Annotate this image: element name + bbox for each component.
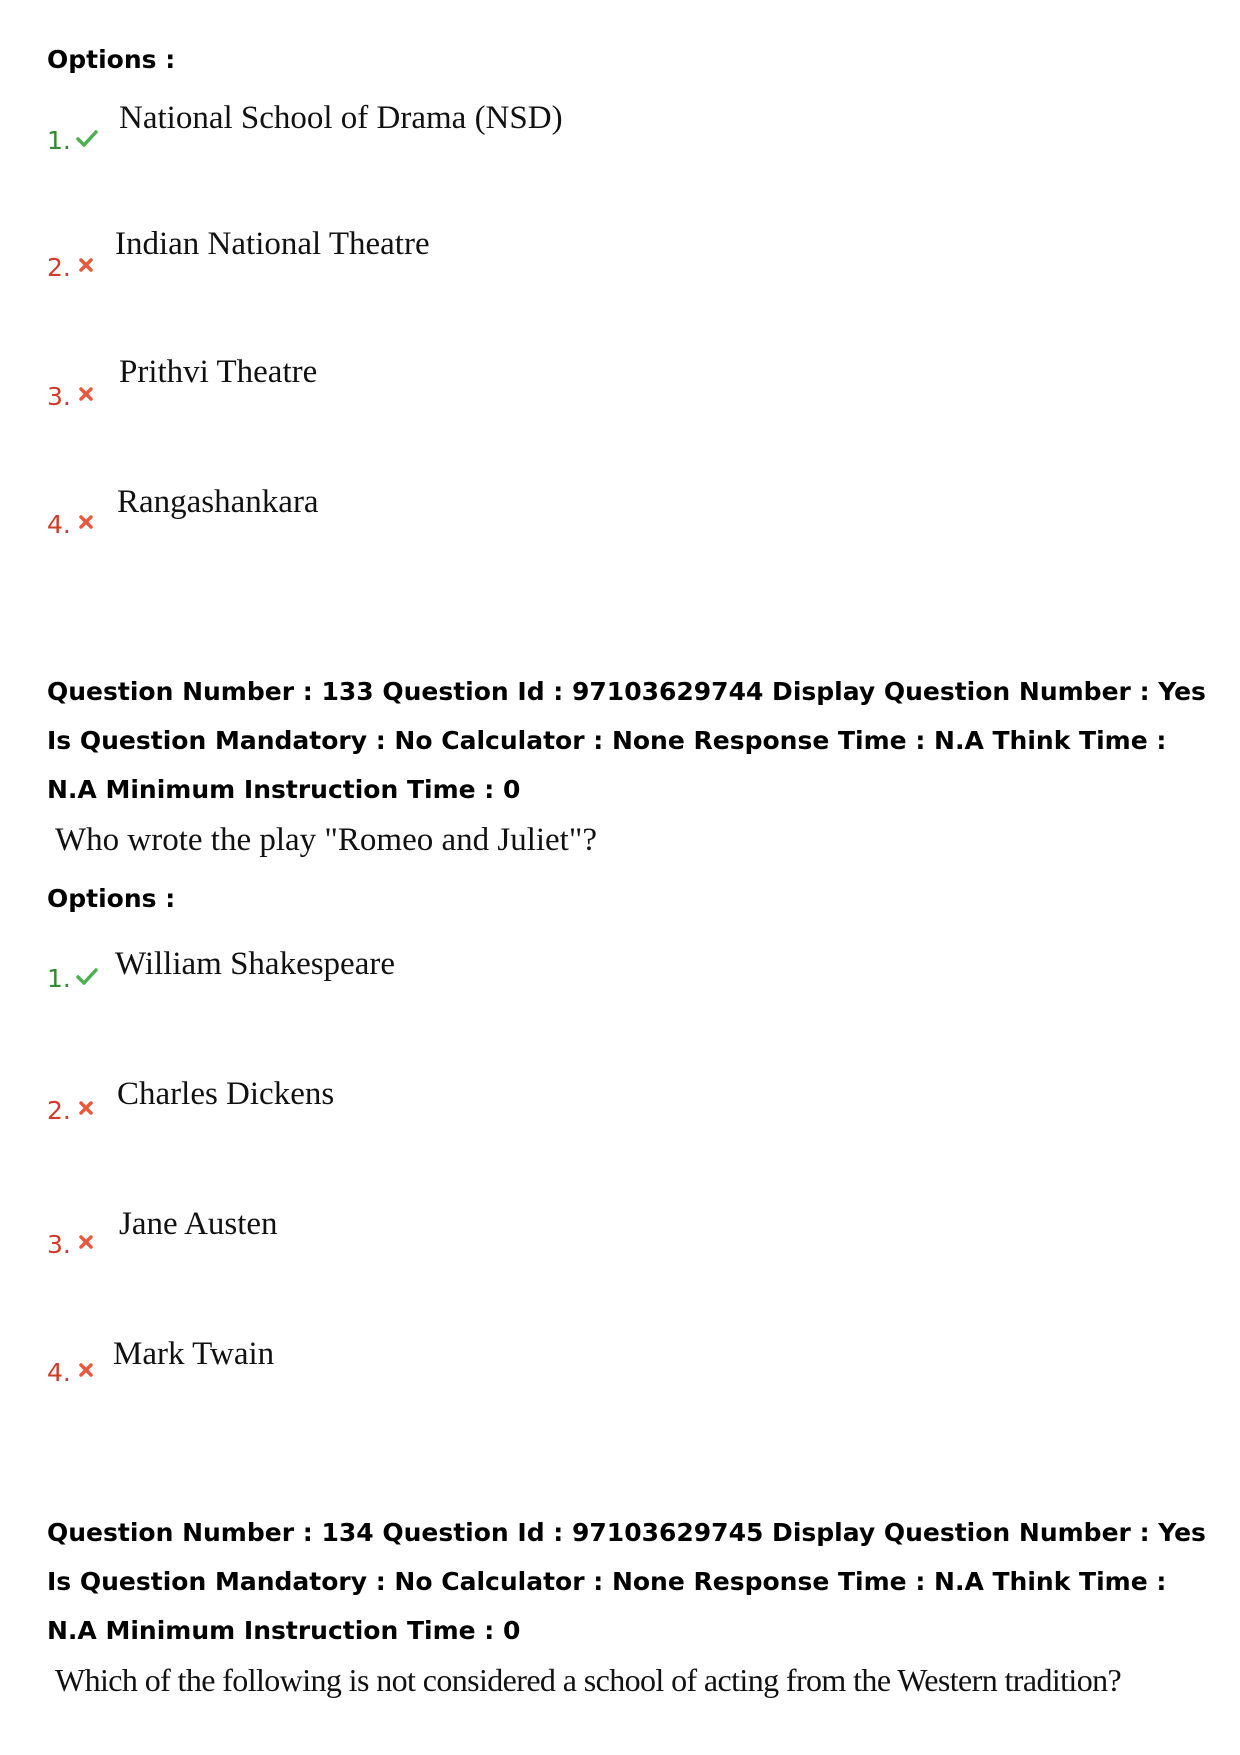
cross-icon	[77, 1099, 95, 1122]
check-icon	[75, 964, 99, 993]
option-number: 4.	[47, 1358, 71, 1387]
options-label: Options :	[47, 45, 176, 74]
cross-icon	[77, 385, 95, 408]
cross-icon	[77, 1233, 95, 1256]
question-meta-134: Question Number : 134 Question Id : 97103629745 Display Question Number : Yes Is Question Mandatory : No Calculator : None Response Time : N.A Think Time : N.A Minimum Instruction Time : 0	[47, 1518, 1206, 1645]
question-meta-133: Question Number : 133 Question Id : 97103629744 Display Question Number : Yes Is Question Mandatory : No Calculator : None Response Time : N.A Think Time : N.A Minimum Instruction Time : 0	[47, 677, 1206, 804]
cross-icon	[77, 1361, 95, 1384]
cross-icon	[77, 256, 95, 279]
option-text: Prithvi Theatre	[119, 354, 318, 390]
option-text: National School of Drama (NSD)	[119, 100, 563, 136]
options-label: Options :	[47, 884, 176, 913]
option-number: 1.	[47, 126, 71, 155]
option-text: Jane Austen	[119, 1206, 278, 1242]
option-number: 3.	[47, 1230, 71, 1259]
check-icon	[75, 126, 99, 155]
option-text: Charles Dickens	[117, 1076, 335, 1112]
option-number: 4.	[47, 510, 71, 539]
option-text: Rangashankara	[117, 484, 319, 520]
option-text: Mark Twain	[113, 1336, 275, 1372]
option-text: Indian National Theatre	[115, 226, 430, 262]
question-text-133: Who wrote the play "Romeo and Juliet"?	[55, 822, 597, 858]
option-number: 2.	[47, 253, 71, 282]
option-number: 2.	[47, 1096, 71, 1125]
cross-icon	[77, 513, 95, 536]
option-number: 1.	[47, 964, 71, 993]
option-text: William Shakespeare	[115, 946, 395, 982]
question-text-134: Which of the following is not considered a school of acting from the Western tradition?	[55, 1662, 1122, 1698]
option-number: 3.	[47, 382, 71, 411]
